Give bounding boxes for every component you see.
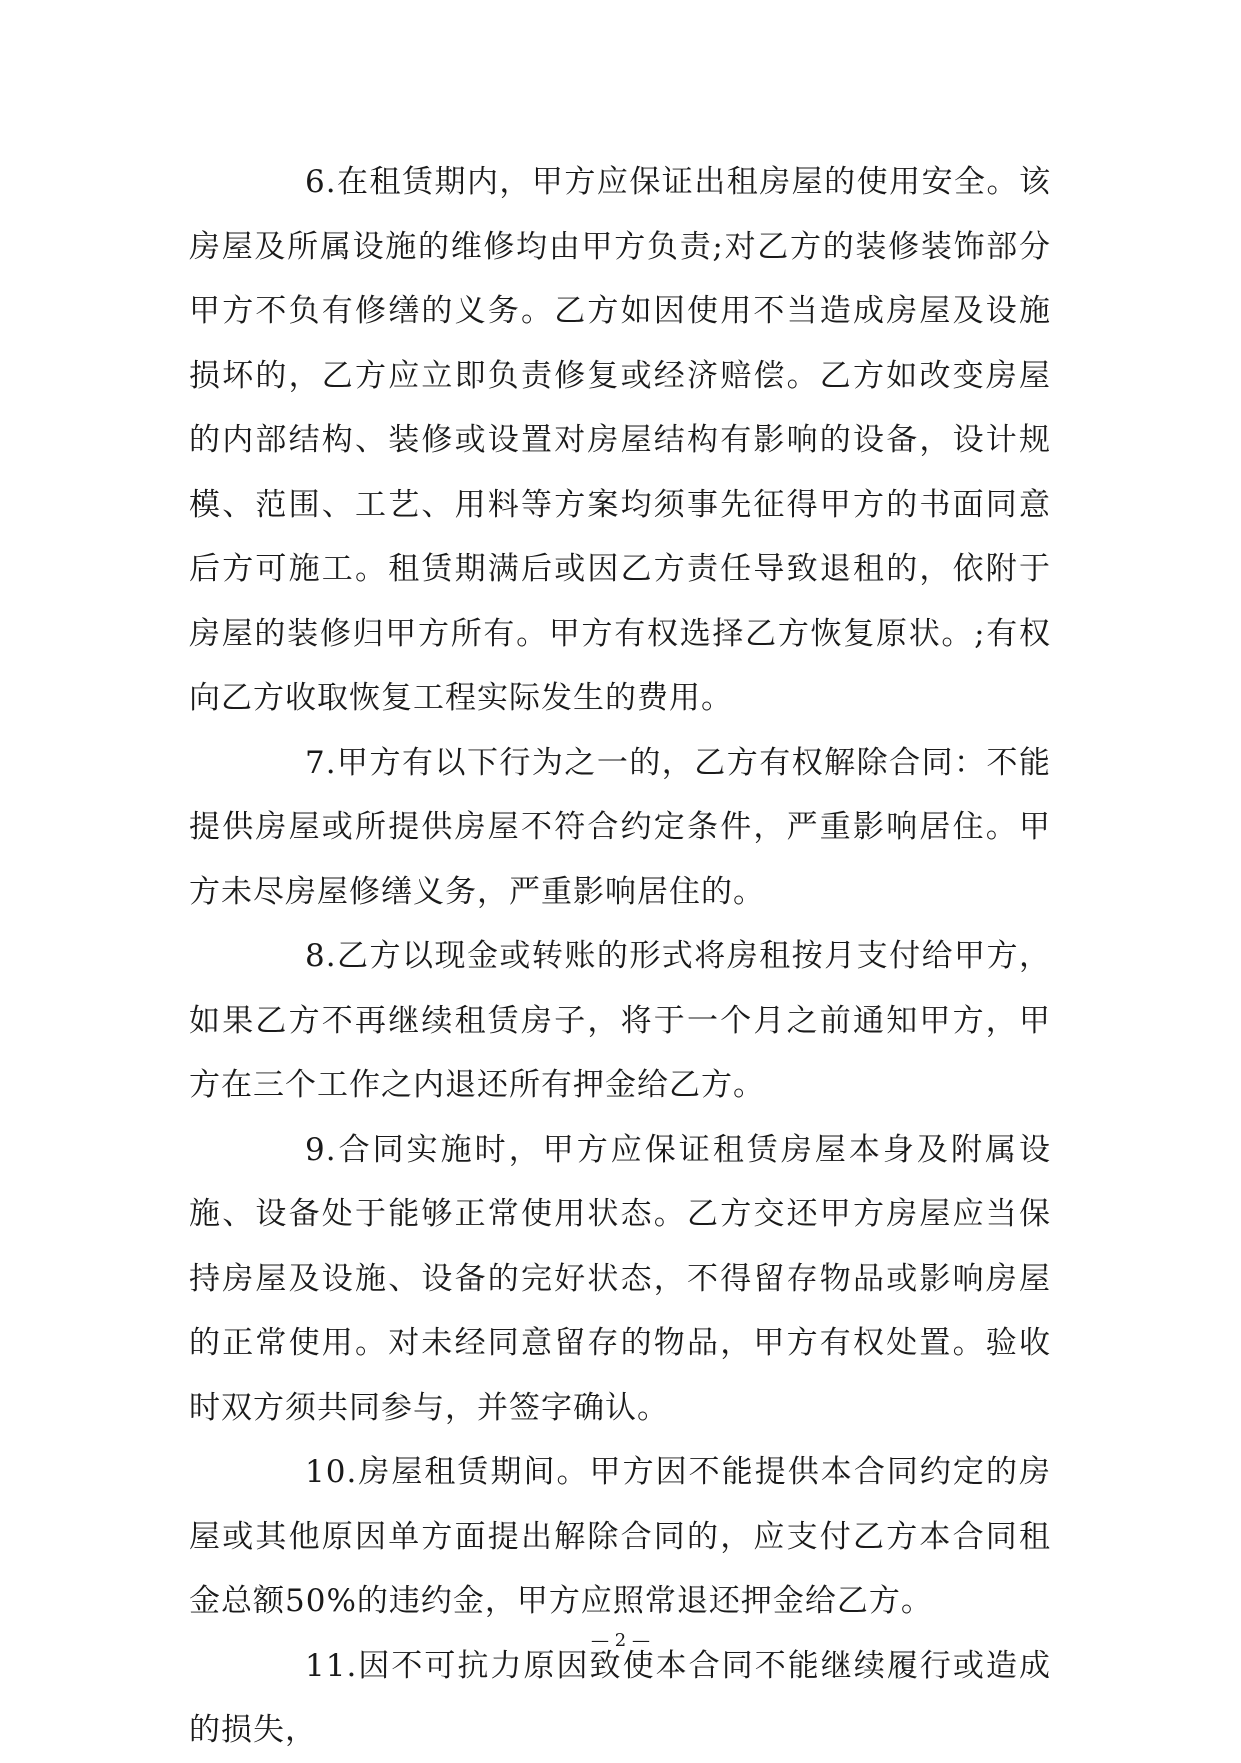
clause-7-paragraph: 7.甲方有以下行为之一的，乙方有权解除合同：不能提供房屋或所提供房屋不符合约定条件，严重影响居住。甲方未尽房屋修缮义务，严重影响居住的。 <box>189 744 1051 910</box>
clause-11-paragraph: 11.因不可抗力原因致使本合同不能继续履行或造成的损失， <box>189 1647 1051 1748</box>
clause-6-paragraph: 6.在租赁期内，甲方应保证出租房屋的使用安全。该房屋及所属设施的维修均由甲方负责;对乙方的装修装饰部分甲方不负有修缮的义务。乙方如因使用不当造成房屋及设施损坏的，乙方应立即负责修复或经济赔偿。乙方如改变房屋的内部结构、装修或设置对房屋结构有影响的设备，设计规模、范围、工艺、用料等方案均须事先征得甲方的书面同意后方可施工。租赁期满后或因乙方责任导致退租的，依附于房屋的装修归甲方所有。甲方有权选择乙方恢复原状。;有权向乙方收取恢复工程实际发生的费用。 <box>189 164 1051 716</box>
clause-9-paragraph: 9.合同实施时，甲方应保证租赁房屋本身及附属设施、设备处于能够正常使用状态。乙方交还甲方房屋应当保持房屋及设施、设备的完好状态，不得留存物品或影响房屋的正常使用。对未经同意留存的物品，甲方有权处置。验收时双方须共同参与，并签字确认。 <box>189 1131 1051 1426</box>
clause-8-paragraph: 8.乙方以现金或转账的形式将房租按月支付给甲方，如果乙方不再继续租赁房子，将于一个月之前通知甲方，甲方在三个工作之内退还所有押金给乙方。 <box>189 938 1051 1103</box>
document-body <box>189 150 1051 1763</box>
page-number: — 2 — <box>591 1630 650 1651</box>
clause-10-paragraph: 10.房屋租赁期间。甲方因不能提供本合同约定的房屋或其他原因单方面提出解除合同的，应支付乙方本合同租金总额50%的违约金，甲方应照常退还押金给乙方。 <box>189 1454 1051 1619</box>
